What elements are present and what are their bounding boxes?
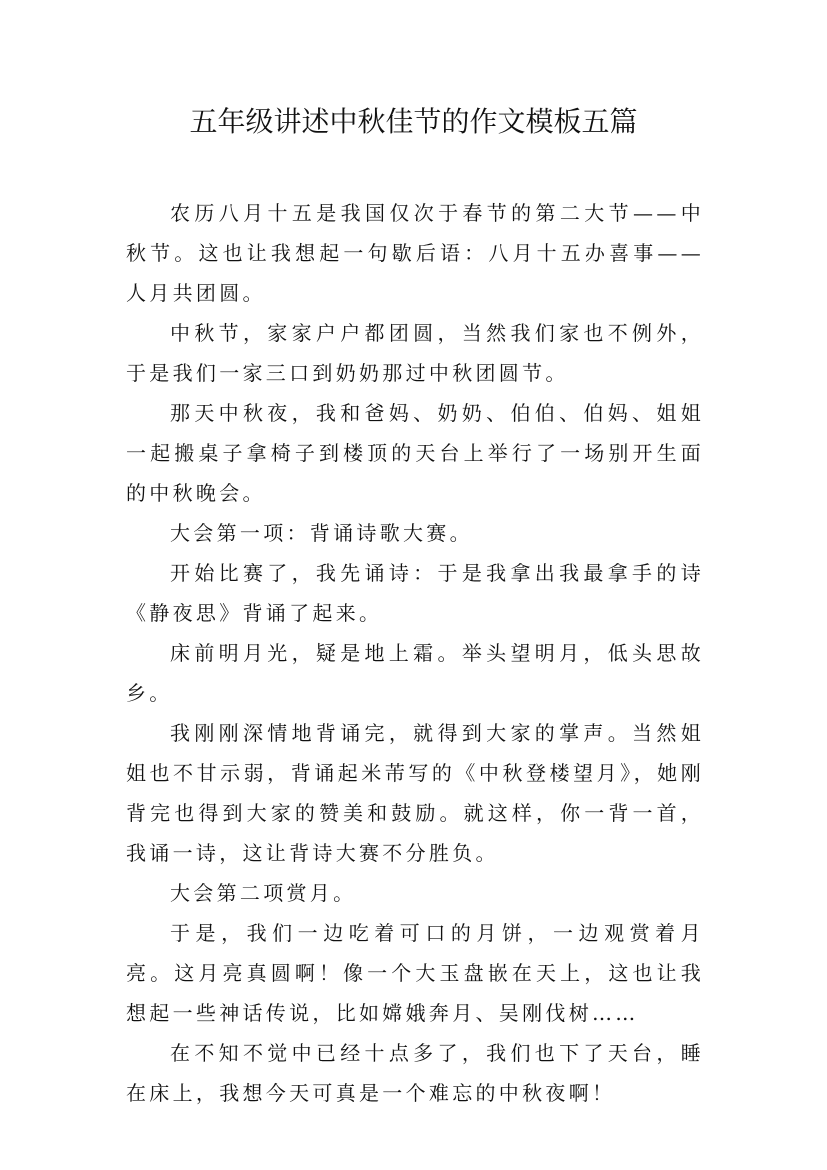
paragraph-3: 那天中秋夜，我和爸妈、奶奶、伯伯、伯妈、姐姐一起搬桌子拿椅子到楼顶的天台上举行了一场别开生面的中秋晚会。 — [126, 401, 704, 505]
paragraph-4: 大会第一项：背诵诗歌大赛。 — [170, 521, 473, 545]
paragraph-8: 大会第二项赏月。 — [170, 881, 357, 905]
paragraph-7: 我刚刚深情地背诵完，就得到大家的掌声。当然姐姐也不甘示弱，背诵起米芾写的《中秋登楼望月》，她刚背完也得到大家的赞美和鼓励。就这样，你一背一首，我诵一诗，这让背诗大赛不分胜负。 — [126, 721, 704, 865]
paragraph-1: 农历八月十五是我国仅次于春节的第二大节——中秋节。这也让我想起一句歇后语：八月十五办喜事——人月共团圆。 — [126, 201, 704, 305]
paragraph-6: 床前明月光，疑是地上霜。举头望明月，低头思故乡。 — [126, 641, 704, 705]
document-title: 五年级讲述中秋佳节的作文模板五篇 — [189, 105, 638, 138]
paragraph-2: 中秋节，家家户户都团圆，当然我们家也不例外，于是我们一家三口到奶奶那过中秋团圆节。 — [126, 321, 704, 385]
document-body — [126, 193, 704, 1113]
paragraph-9: 于是，我们一边吃着可口的月饼，一边观赏着月亮。这月亮真圆啊！像一个大玉盘嵌在天上，这也让我想起一些神话传说，比如嫦娥奔月、吴刚伐树…… — [126, 921, 704, 1025]
paragraph-10: 在不知不觉中已经十点多了，我们也下了天台，睡在床上，我想今天可真是一个难忘的中秋夜啊！ — [126, 1041, 704, 1105]
paragraph-5: 开始比赛了，我先诵诗：于是我拿出我最拿手的诗《静夜思》背诵了起来。 — [126, 561, 704, 625]
